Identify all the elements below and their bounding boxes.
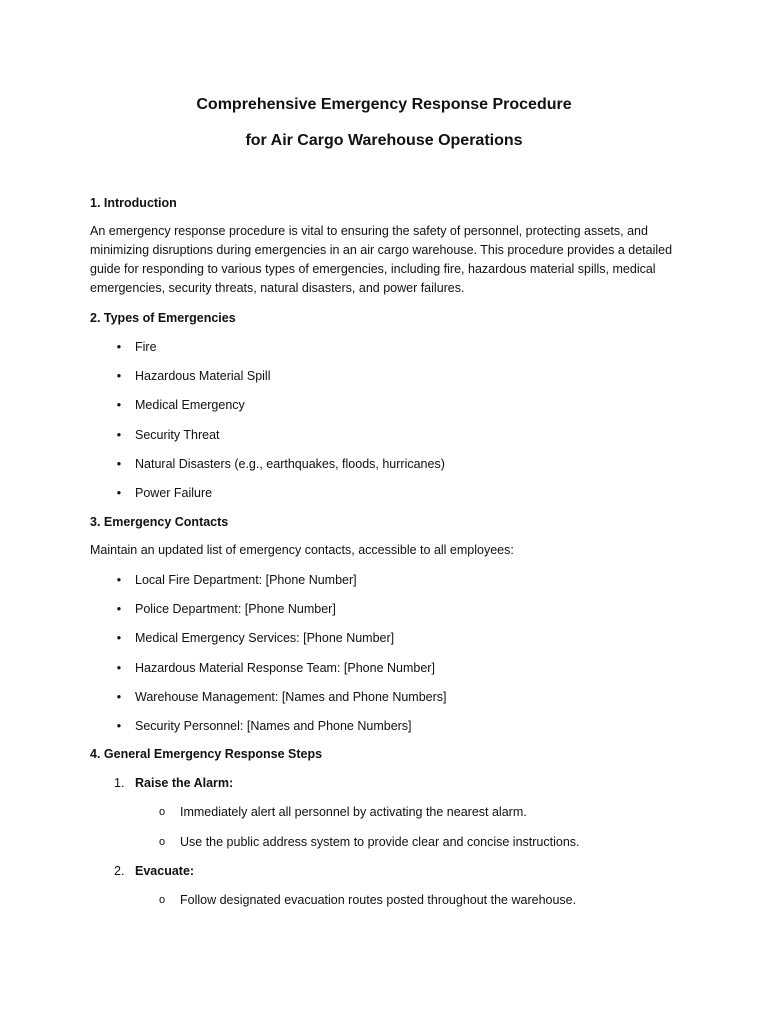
section-heading-general-steps: 4. General Emergency Response Steps	[90, 747, 323, 761]
document-title-line-1: Comprehensive Emergency Response Procedure	[196, 96, 572, 113]
step-number: 1.	[114, 776, 125, 790]
list-item-text: Fire	[135, 340, 157, 354]
list-item-text: Power Failure	[135, 485, 213, 500]
step-number: 2.	[114, 864, 125, 878]
introduction-paragraph: An emergency response procedure is vital to ensuring the safety of personnel, protecting assets, and minimizing disruptions during emergencies in an air cargo warehouse. This procedure provides a detailed guide for responding to various types of emergencies, including fire, hazardous material spills, medical emergencies, security threats, natural disasters, and power failures.	[90, 224, 673, 295]
sub-list-item-text: Follow designated evacuation routes posted throughout the warehouse.	[180, 893, 577, 907]
list-item-text: Warehouse Management: [Names and Phone Numbers]	[135, 689, 447, 704]
list-item-text: Medical Emergency Services: [Phone Number]	[135, 631, 395, 646]
sub-list-item-text: Use the public address system to provide clear and concise instructions.	[180, 835, 580, 849]
bullet-icon: •	[116, 485, 122, 500]
section-heading-introduction: 1. Introduction	[90, 196, 177, 210]
list-item-text: Security Personnel: [Names and Phone Numbers]	[135, 718, 412, 733]
contacts-intro: Maintain an updated list of emergency contacts, accessible to all employees:	[90, 543, 514, 557]
bullet-icon: •	[116, 456, 122, 471]
bullet-icon: •	[116, 660, 122, 675]
bullet-icon: •	[116, 398, 122, 413]
list-item-text: Security Threat	[135, 427, 220, 442]
list-item-text: Local Fire Department: [Phone Number]	[135, 573, 357, 587]
document-title-line-2: for Air Cargo Warehouse Operations	[245, 132, 523, 149]
bullet-icon: •	[116, 689, 122, 704]
bullet-icon: •	[116, 602, 122, 617]
list-item-text: Natural Disasters (e.g., earthquakes, floods, hurricanes)	[135, 456, 445, 471]
circle-bullet-icon: o	[158, 836, 166, 848]
section-heading-types: 2. Types of Emergencies	[90, 311, 236, 325]
step-label: Raise the Alarm:	[135, 776, 234, 790]
bullet-icon: •	[116, 718, 122, 733]
bullet-icon: •	[116, 631, 122, 646]
bullet-icon: •	[116, 340, 122, 354]
bullet-icon: •	[116, 573, 122, 587]
step-label: Evacuate:	[135, 864, 195, 878]
sub-list-item-text: Immediately alert all personnel by activating the nearest alarm.	[180, 805, 527, 819]
section-heading-contacts: 3. Emergency Contacts	[90, 515, 229, 529]
circle-bullet-icon: o	[158, 894, 166, 906]
list-item-text: Police Department: [Phone Number]	[135, 602, 336, 617]
circle-bullet-icon: o	[158, 806, 166, 818]
list-item-text: Medical Emergency	[135, 398, 245, 413]
list-item-text: Hazardous Material Spill	[135, 369, 271, 384]
list-item-text: Hazardous Material Response Team: [Phone Number]	[135, 660, 435, 675]
bullet-icon: •	[116, 369, 122, 384]
bullet-icon: •	[116, 427, 122, 442]
